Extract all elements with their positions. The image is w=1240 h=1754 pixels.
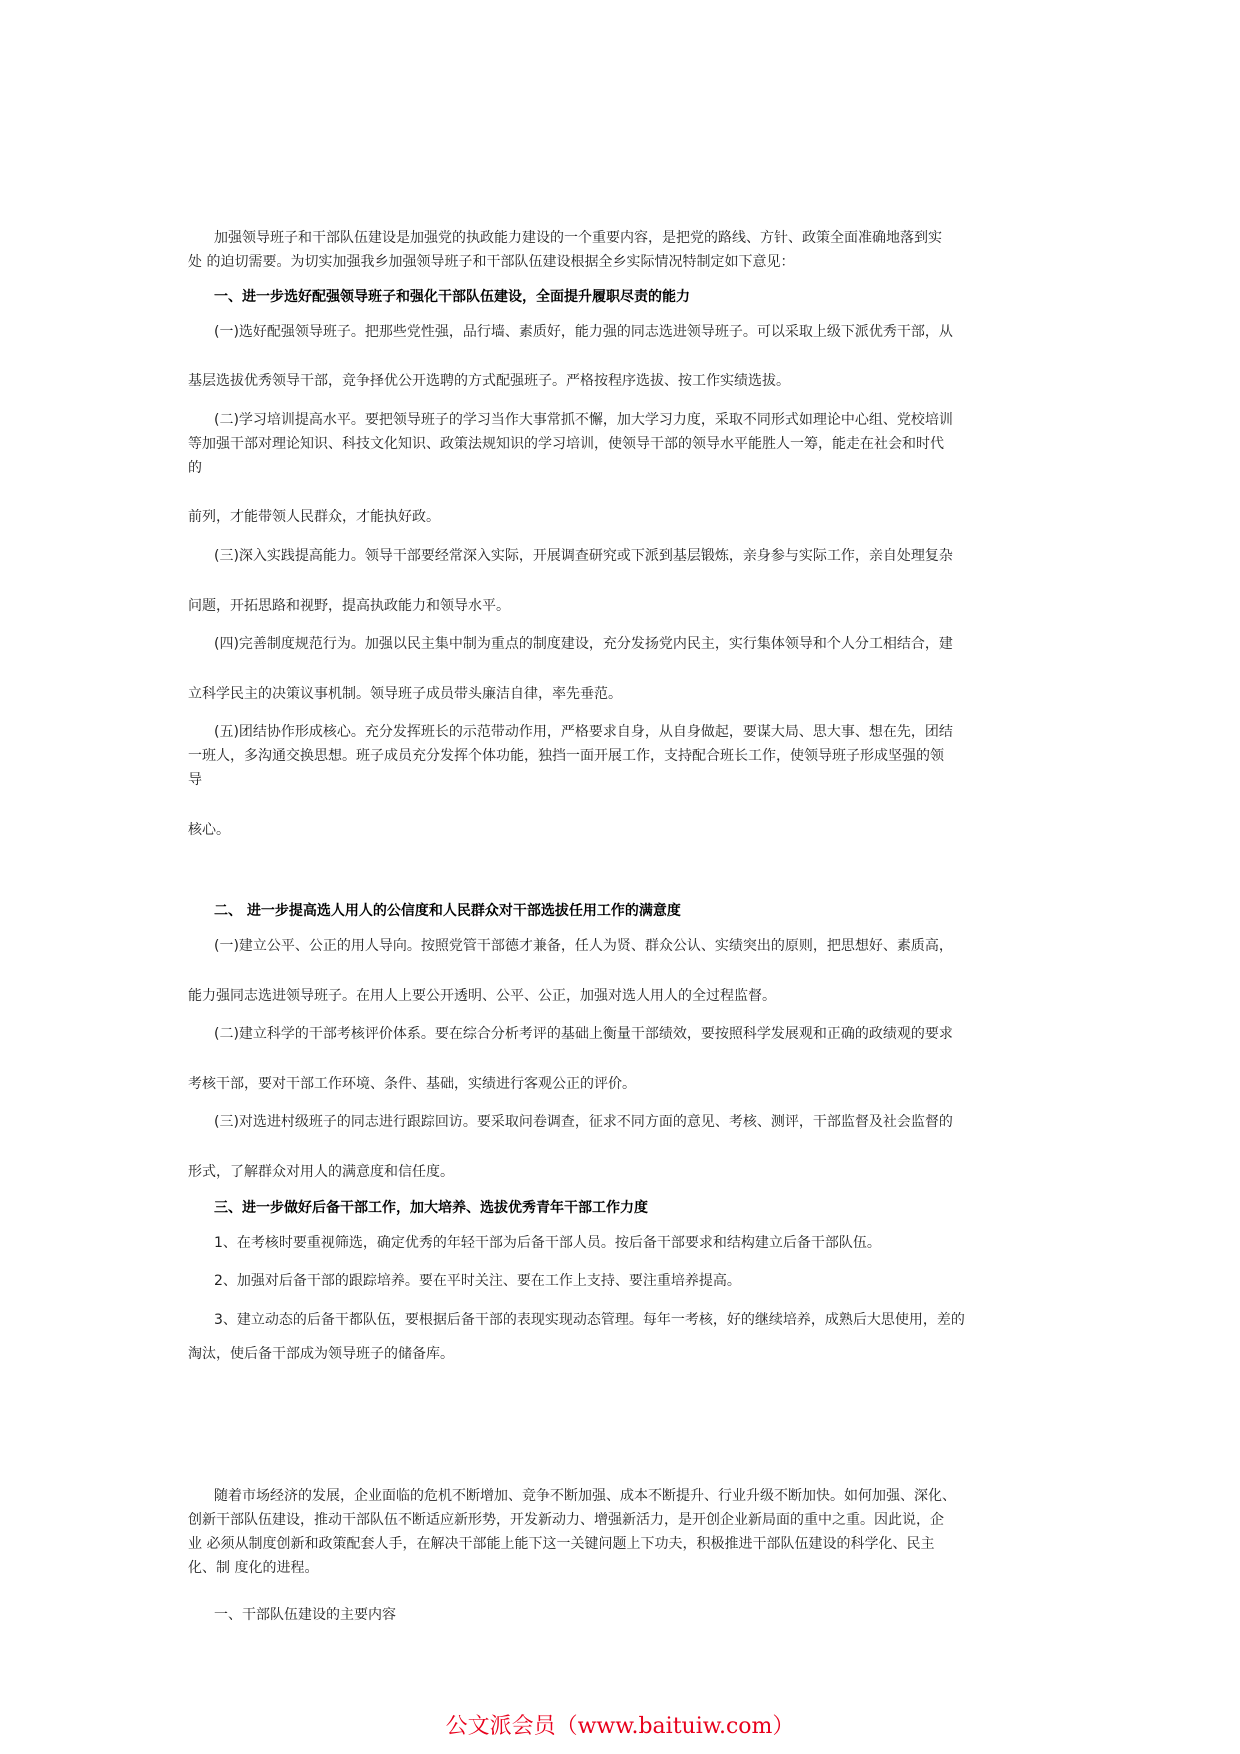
s3-item3-line2: 淘汰，使后备干部成为领导班子的储备库。 <box>188 1346 454 1362</box>
intro-line-1: 加强领导班子和干部队伍建设是加强党的执政能力建设的一个重要内容，是把党的路线、方针、政策全面准确地落到实 <box>214 230 942 246</box>
s1-item2-line3: 的 <box>188 460 202 476</box>
s1-item3-line2: 问题，开拓思路和视野，提高执政能力和领导水平。 <box>188 598 510 614</box>
s1-item1-line1: (一)选好配强领导班子。把那些党性强，品行墙、素质好，能力强的同志选进领导班子。可以采取上级下派优秀干部，从 <box>214 324 953 340</box>
part2-heading: 一、干部队伍建设的主要内容 <box>214 1607 396 1623</box>
s1-item5-line1: (五)团结协作形成核心。充分发挥班长的示范带动作用，严格要求自身，从自身做起，要谋大局、思大事、想在先，团结 <box>214 724 953 740</box>
footer-watermark: 公文派会员（www.baituiw.com） <box>445 1714 795 1739</box>
s2-item2-line1: (二)建立科学的干部考核评价体系。要在综合分析考评的基础上衡量干部绩效，要按照科学发展观和正确的政绩观的要求 <box>214 1026 953 1042</box>
s1-item4-line1: (四)完善制度规范行为。加强以民主集中制为重点的制度建设，充分发扬党内民主，实行集体领导和个人分工相结合，建 <box>214 636 953 652</box>
s1-item2-line2: 等加强干部对理论知识、科技文化知识、政策法规知识的学习培训，使领导干部的领导水平能胜人一筹，能走在社会和时代 <box>188 436 944 452</box>
s1-item5-line3: 导 <box>188 772 202 788</box>
s1-item2-line4: 前列，才能带领人民群众，才能执好政。 <box>188 509 440 525</box>
part2-intro-line4: 化、制 度化的进程。 <box>188 1560 319 1576</box>
s1-item3-line1: (三)深入实践提高能力。领导干部要经常深入实际，开展调查研究或下派到基层锻炼，亲身参与实际工作，亲自处理复杂 <box>214 548 953 564</box>
s1-item1-line2: 基层选拔优秀领导干部，竞争择优公开选聘的方式配强班子。严格按程序选拔、按工作实绩选拔。 <box>188 373 790 389</box>
s3-item2: 2、加强对后备干部的跟踪培养。要在平时关注、要在工作上支持、要注重培养提高。 <box>214 1273 741 1289</box>
s3-item3-line1: 3、建立动态的后备干都队伍，要根据后备干部的表现实现动态管理。每年一考核，好的继续培养，成熟后大思使用，差的 <box>214 1312 965 1328</box>
part2-intro-line1: 随着市场经济的发展，企业面临的危机不断增加、竞争不断加强、成本不断提升、行业升级不断加快。如何加强、深化、 <box>214 1488 956 1504</box>
s1-item2-line1: (二)学习培训提高水平。要把领导班子的学习当作大事常抓不懈，加大学习力度，采取不同形式如理论中心组、党校培训 <box>214 412 953 428</box>
s1-item5-line4: 核心。 <box>188 822 230 838</box>
intro-line-2: 处 的迫切需要。为切实加强我乡加强领导班子和干部队伍建设根据全乡实际情况特制定如下意见： <box>188 254 795 270</box>
section3-heading: 三、进一步做好后备干部工作，加大培养、选拔优秀青年干部工作力度 <box>214 1200 648 1216</box>
s2-item3-line2: 形式，了解群众对用人的满意度和信任度。 <box>188 1164 454 1180</box>
part2-intro-line3: 业 必须从制度创新和政策配套人手，在解决干部能上能下这一关键问题上下功夫，积极推进干部队伍建设的科学化、民主 <box>188 1536 935 1552</box>
s2-item1-line1: (一)建立公平、公正的用人导向。按照党管干部德才兼备，任人为贤、群众公认、实绩突出的原则，把思想好、素质高， <box>214 938 953 954</box>
s1-item4-line2: 立科学民主的决策议事机制。领导班子成员带头廉洁自律，率先垂范。 <box>188 686 622 702</box>
part2-intro-line2: 创新干部队伍建设，推动干部队伍不断适应新形势，开发新动力、增强新活力，是开创企业新局面的重中之重。因此说，企 <box>188 1512 944 1528</box>
section2-heading: 二、 进一步提高选人用人的公信度和人民群众对干部选拔任用工作的满意度 <box>214 903 681 919</box>
s1-item5-line2: 一班人，多沟通交换思想。班子成员充分发挥个体功能，独挡一面开展工作，支持配合班长工作，使领导班子形成坚强的领 <box>188 748 944 764</box>
s2-item3-line1: (三)对选进村级班子的同志进行跟踪回访。要采取问卷调查，征求不同方面的意见、考核、测评，干部监督及社会监督的 <box>214 1114 953 1130</box>
s2-item2-line2: 考核干部，要对干部工作环境、条件、基础，实绩进行客观公正的评价。 <box>188 1076 636 1092</box>
section1-heading: 一、进一步选好配强领导班子和强化干部队伍建设，全面提升履职尽责的能力 <box>214 289 690 305</box>
s2-item1-line2: 能力强同志选进领导班子。在用人上要公开透明、公平、公正，加强对选人用人的全过程监督。 <box>188 988 776 1004</box>
s3-item1: 1、在考核时要重视筛选，确定优秀的年轻干部为后备干部人员。按后备干部要求和结构建立后备干部队伍。 <box>214 1235 881 1251</box>
